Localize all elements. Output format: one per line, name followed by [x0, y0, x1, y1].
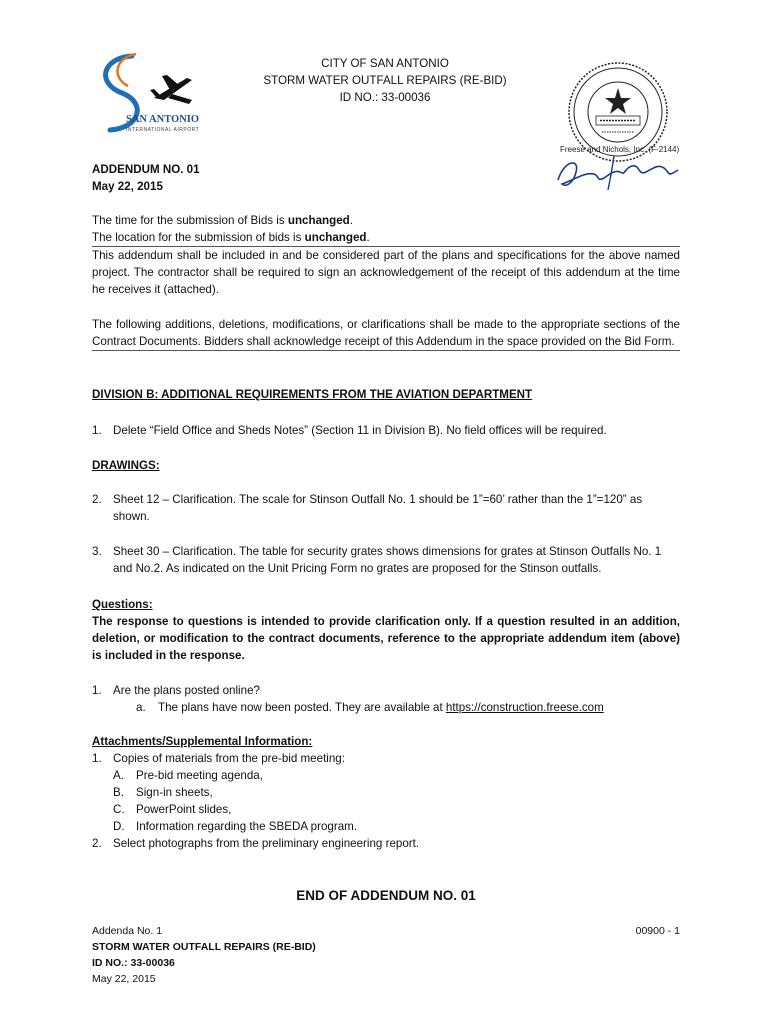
sub-item-text: Sign-in sheets,	[136, 786, 213, 799]
attachments-sub-list	[113, 767, 357, 835]
questions-intro: The response to questions is intended to provide clarification only. If a question resulted in an addition, deletion, or modification to the contract documents, reference to the appropriate addendum item (above) is included in the response.	[92, 615, 680, 662]
division-b-item-1-number: 1.	[92, 424, 102, 437]
header-city: CITY OF SAN ANTONIO	[321, 57, 449, 70]
footer-addenda: Addenda No. 1	[92, 925, 163, 937]
bids-time-bold: unchanged	[287, 214, 350, 227]
sub-item-letter: A.	[113, 769, 124, 782]
bids-time-text: The time for the submission of Bids is	[92, 214, 288, 227]
question-1-number: 1.	[92, 684, 102, 697]
attachments-item-2: Select photographs from the preliminary engineering report.	[113, 837, 420, 850]
addendum-title: ADDENDUM NO. 01	[92, 163, 200, 176]
sub-item-letter: D.	[113, 820, 125, 833]
construction-site-link[interactable]: https://construction.freese.com	[445, 701, 604, 714]
bids-time-period: .	[349, 214, 353, 227]
attachments-sub-item	[113, 801, 357, 818]
answer-1-letter: a.	[136, 701, 146, 714]
seal-caption: Freese and Nichols, Inc. (F-2144)	[560, 145, 680, 154]
drawings-heading: DRAWINGS:	[92, 459, 160, 472]
sub-item-letter: B.	[113, 786, 124, 799]
drawings-item-3: Sheet 30 – Clarification. The table for security grates shows dimensions for grates at Stinson Outfalls No. 1 and No.2. As indicated on the Unit Pricing Form no grates are proposed for the Stinson outfalls.	[113, 545, 662, 575]
attachments-sub-item	[113, 818, 357, 835]
sub-item-text: Information regarding the SBEDA program.	[136, 820, 358, 833]
intro-paragraph-2: The following additions, deletions, modifications, or clarifications shall be made to the appropriate sections of the Contract Documents. Bidders shall acknowledge receipt of this Addendum in the space provided on the Bid Form.	[92, 316, 680, 351]
division-b-heading: DIVISION B: ADDITIONAL REQUIREMENTS FROM THE AVIATION DEPARTMENT	[92, 388, 533, 401]
bids-time-line	[92, 212, 680, 229]
attachments-item-2-number: 2.	[92, 837, 102, 850]
bids-location-period: .	[366, 231, 370, 244]
attachments-heading: Attachments/Supplemental Information:	[92, 735, 313, 748]
sub-item-text: Pre-bid meeting agenda,	[136, 769, 263, 782]
sub-item-letter: C.	[113, 803, 125, 816]
drawings-item-2-number: 2.	[92, 493, 102, 506]
question-1: Are the plans posted online?	[113, 684, 260, 697]
addendum-date: May 22, 2015	[92, 180, 163, 193]
attachments-item-1: Copies of materials from the pre-bid meeting:	[113, 752, 345, 765]
footer-project: STORM WATER OUTFALL REPAIRS (RE-BID)	[92, 941, 316, 953]
division-b-item-1: Delete “Field Office and Sheds Notes” (Section 11 in Division B). No field offices will be required.	[113, 424, 607, 437]
header-project: STORM WATER OUTFALL REPAIRS (RE-BID)	[263, 74, 507, 87]
footer-page-number: 00900 - 1	[635, 925, 680, 937]
answer-1	[158, 699, 678, 716]
header-id: ID NO.: 33-00036	[339, 91, 431, 104]
answer-1-text: The plans have now been posted. They are available at	[158, 701, 446, 714]
logo-brand-text: SAN ANTONIO	[126, 114, 200, 125]
drawings-item-3-number: 3.	[92, 545, 102, 558]
header-block	[235, 55, 535, 106]
bids-location-bold: unchanged	[304, 231, 367, 244]
bids-location-text: The location for the submission of bids is	[92, 231, 305, 244]
footer-date: May 22, 2015	[92, 973, 156, 985]
sub-item-text: PowerPoint slides,	[136, 803, 232, 816]
footer-block	[92, 923, 316, 987]
footer-id: ID NO.: 33-00036	[92, 957, 175, 969]
engineer-signature	[554, 150, 684, 194]
end-of-addendum: END OF ADDENDUM NO. 01	[296, 888, 476, 903]
questions-heading: Questions:	[92, 598, 153, 611]
bids-location-line	[92, 229, 680, 247]
attachments-sub-item	[113, 767, 357, 784]
attachments-sub-item	[113, 784, 357, 801]
drawings-item-2: Sheet 12 – Clarification. The scale for Stinson Outfall No. 1 should be 1”=60’ rather than the 1”=120” as shown.	[113, 493, 643, 523]
logo-sub-text: INTERNATIONAL AIRPORT	[126, 127, 200, 133]
intro-paragraph-1: This addendum shall be included in and be considered part of the plans and specifications for the above named project. The contractor shall be required to sign an acknowledgement of the receipt of this addendum at the time he receives it (attached).	[92, 249, 680, 296]
attachments-item-1-number: 1.	[92, 752, 102, 765]
san-antonio-airport-logo	[92, 48, 222, 138]
